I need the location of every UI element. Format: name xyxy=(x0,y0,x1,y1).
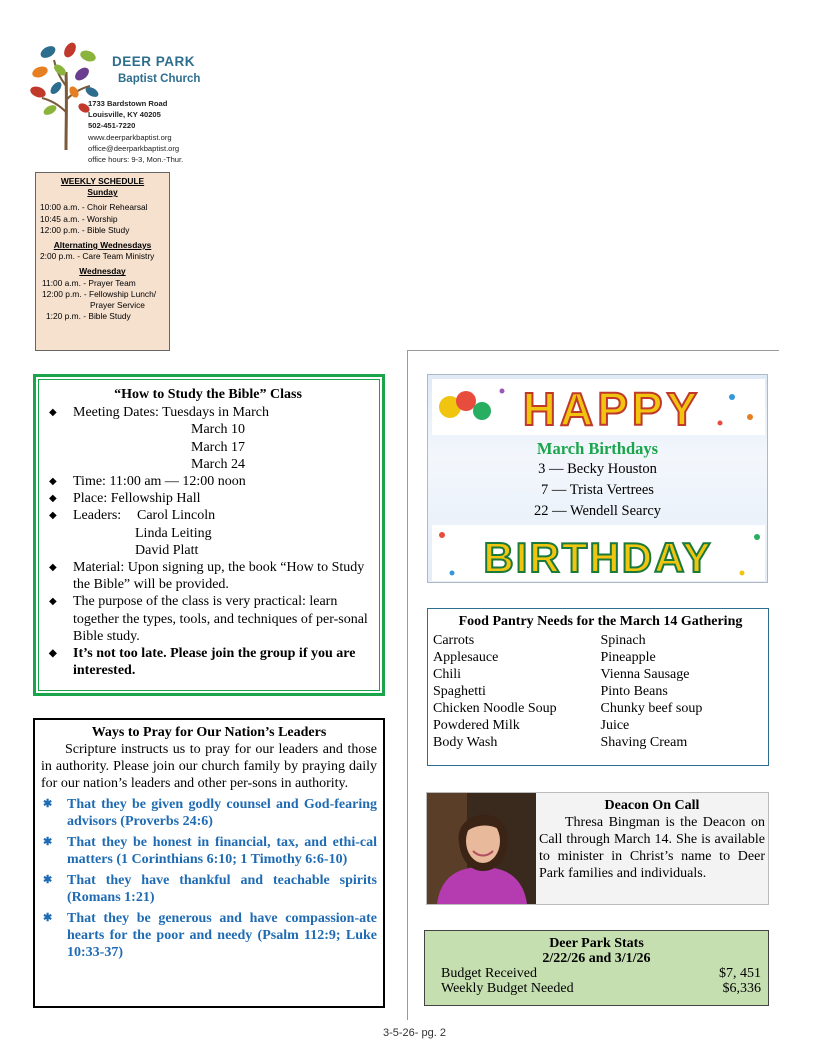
list-item: Carrots xyxy=(433,633,475,648)
deacon-photo xyxy=(427,793,536,904)
diamond-bullet-icon: ◆ xyxy=(49,493,57,505)
birthday-text: BIRTHDAY xyxy=(483,534,713,581)
office-hours: office hours: 9-3, Mon.-Thur. xyxy=(88,155,184,165)
diamond-bullet-icon: ◆ xyxy=(49,562,57,574)
birthday-panel xyxy=(427,374,768,583)
deacon-title: Deacon On Call xyxy=(604,798,700,813)
pantry-title: Food Pantry Needs for the March 14 Gathering xyxy=(458,614,743,629)
pantry-column-1 xyxy=(433,632,601,751)
deacon-box xyxy=(426,792,769,905)
prayer-point: ✱ That they have thankful and teachable spirits (Romans 1:21) xyxy=(43,873,377,905)
diamond-bullet-icon: ◆ xyxy=(49,476,57,488)
schedule-title: WEEKLY SCHEDULE xyxy=(60,176,145,186)
list-item: Chunky beef soup xyxy=(600,701,703,716)
list-item: Body Wash xyxy=(433,735,498,750)
stats-box xyxy=(424,930,769,1006)
schedule-item: 10:00 a.m. - Choir Rehearsal xyxy=(40,202,148,213)
website-link[interactable]: www.deerparkbaptist.org xyxy=(88,132,172,142)
weekly-schedule xyxy=(35,172,170,351)
meeting-date: March 24 xyxy=(191,456,246,472)
asterisk-bullet-icon: ✱ xyxy=(43,798,53,810)
list-item: Spaghetti xyxy=(433,684,486,699)
birthday-entry: 7 — Trista Vertrees xyxy=(541,482,654,498)
diamond-bullet-icon: ◆ xyxy=(49,510,57,522)
list-item: ◆ Place: Fellowship Hall xyxy=(49,491,201,507)
list-item: Shaving Cream xyxy=(600,735,688,750)
asterisk-bullet-icon: ✱ xyxy=(43,836,53,848)
happy-banner xyxy=(432,379,765,435)
list-item: ◆ It’s not too late. Please join the group if you are interested. xyxy=(49,646,356,679)
diamond-bullet-icon: ◆ xyxy=(49,596,57,608)
stats-dates: 2/22/26 and 3/1/26 xyxy=(542,951,651,966)
church-name: DEER PARK xyxy=(112,54,196,69)
list-item: Vienna Sausage xyxy=(600,667,690,682)
meeting-date: March 17 xyxy=(191,439,246,455)
leader-name: Carol Lincoln xyxy=(137,508,216,524)
address-line: Louisville, KY 40205 xyxy=(88,110,161,120)
meeting-date: March 10 xyxy=(191,422,246,438)
schedule-item: Prayer Service xyxy=(90,300,145,311)
phone: 502-451-7220 xyxy=(88,121,136,131)
list-item: Pinto Beans xyxy=(600,684,668,699)
list-item: ◆ The purpose of the class is very practical: learn together the types, tools, and techniques of per-sonal Bible study. xyxy=(49,594,368,644)
list-item: Chicken Noodle Soup xyxy=(433,701,557,716)
stats-title: Deer Park Stats xyxy=(549,936,644,951)
list-item: Chili xyxy=(433,667,462,682)
church-subname: Baptist Church xyxy=(118,73,201,85)
bible-class-box xyxy=(33,374,385,696)
birthday-title: March Birthdays xyxy=(536,439,659,458)
page-footer: 3-5-26- pg. 2 xyxy=(383,1027,446,1039)
list-item: Applesauce xyxy=(433,650,499,665)
church-contact xyxy=(88,98,183,165)
address-line: 1733 Bardstown Road xyxy=(88,99,168,108)
pray-box xyxy=(33,718,385,1008)
email-link[interactable]: office@deerparkbaptist.org xyxy=(88,143,180,153)
asterisk-bullet-icon: ✱ xyxy=(43,874,53,886)
birthday-entry: 22 — Wendell Searcy xyxy=(533,503,662,519)
list-item: ◆ Time: 11:00 am — 12:00 noon xyxy=(49,474,246,490)
schedule-wed-label: Wednesday xyxy=(79,266,126,277)
schedule-item: 12:00 p.m. - Bible Study xyxy=(40,224,130,235)
schedule-item: 2:00 p.m. - Care Team Ministry xyxy=(40,251,155,262)
leader-name: David Platt xyxy=(135,542,199,558)
deacon-body: Thresa Bingman is the Deacon on Call through March 14. She is available to minister in Christ’s name to Deer Park families and individuals. xyxy=(539,815,765,881)
leader-name: Linda Leiting xyxy=(135,525,212,541)
list-item: Powdered Milk xyxy=(433,718,520,733)
stats-row: Budget Received $7, 451 xyxy=(441,966,761,981)
asterisk-bullet-icon: ✱ xyxy=(43,912,53,924)
stats-row: Weekly Budget Needed $6,336 xyxy=(441,981,761,996)
schedule-alt-label: Alternating Wednesdays xyxy=(53,240,152,251)
birthday-entry: 3 — Becky Houston xyxy=(538,461,657,477)
pray-title: Ways to Pray for Our Nation’s Leaders xyxy=(91,725,327,740)
pantry-column-2 xyxy=(601,632,769,751)
happy-text: HAPPY xyxy=(522,383,702,435)
schedule-sunday-label: Sunday xyxy=(87,187,118,198)
column-divider xyxy=(407,350,408,1020)
prayer-point: ✱ That they be generous and have compassion-ate hearts for the poor and needy (Psalm 112:9; Luke 10:33-37) xyxy=(43,911,377,960)
section-divider xyxy=(407,350,779,351)
schedule-item: 1:20 p.m. - Bible Study xyxy=(46,311,131,322)
schedule-item: 12:00 p.m. - Fellowship Lunch/ xyxy=(42,288,157,299)
list-item: Pineapple xyxy=(600,650,656,665)
birthday-banner xyxy=(432,525,765,581)
food-pantry-box xyxy=(427,608,769,766)
diamond-bullet-icon: ◆ xyxy=(49,407,57,419)
list-item: ◆ Material: Upon signing up, the book “How to Study the Bible” will be provided. xyxy=(49,560,365,593)
list-item: ◆ Leaders: Carol Lincoln xyxy=(49,508,216,524)
list-item: ◆ Meeting Dates: Tuesdays in March xyxy=(49,405,269,421)
pray-intro: Scripture instructs us to pray for our leaders and those in authority. Please join our church family by praying daily for our nation’s leaders and other per-sons in authority. xyxy=(41,742,377,791)
diamond-bullet-icon: ◆ xyxy=(49,648,57,660)
schedule-item: 10:45 a.m. - Worship xyxy=(40,213,118,224)
list-item: Juice xyxy=(600,718,630,733)
list-item: Spinach xyxy=(600,633,646,648)
prayer-point: ✱ That they be honest in financial, tax, and ethi-cal matters (1 Corinthians 6:10; 1 Timothy 6:6-10) xyxy=(43,835,377,867)
prayer-point: ✱ That they be given godly counsel and God-fearing advisors (Proverbs 24:6) xyxy=(43,797,377,829)
schedule-item: 11:00 a.m. - Prayer Team xyxy=(42,277,136,288)
bible-class-title: “How to Study the Bible” Class xyxy=(114,387,302,402)
